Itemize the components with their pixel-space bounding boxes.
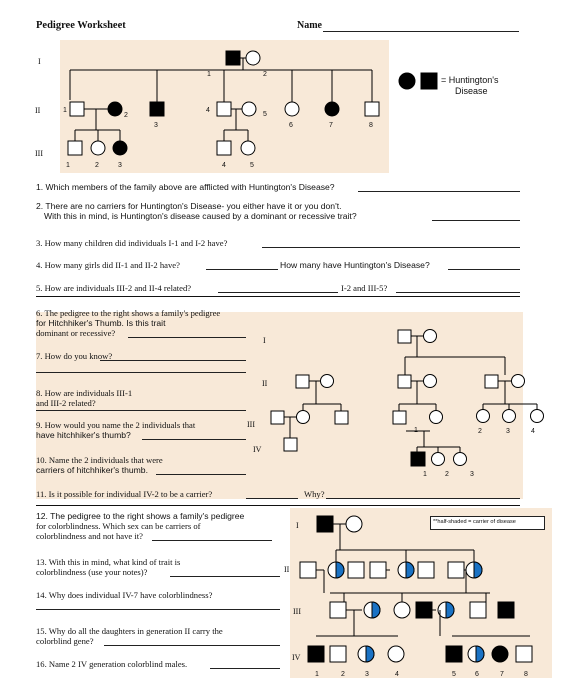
- individual-IV-1: [308, 646, 324, 662]
- individual-IV-7: [492, 646, 508, 662]
- num-III-c2: 2: [478, 428, 482, 435]
- gen-label: IV: [292, 653, 301, 662]
- question-3: 3. How many children did individuals I-1 and I-2 have?: [36, 238, 228, 248]
- num-IV-8: 8: [524, 671, 528, 678]
- gen-label: II: [35, 106, 41, 115]
- answer-line-7b[interactable]: [36, 372, 246, 373]
- answer-line-12[interactable]: [152, 540, 272, 541]
- answer-line-15[interactable]: [104, 645, 280, 646]
- num-IV-5: 5: [452, 671, 456, 678]
- answer-line-5b[interactable]: [396, 292, 520, 293]
- individual-IV-3: [432, 453, 445, 466]
- individual-II-5: [242, 102, 256, 116]
- gen-label: I: [296, 521, 299, 530]
- individual-III-7: [503, 410, 516, 423]
- num-IV-6: 6: [475, 671, 479, 678]
- answer-line-9[interactable]: [142, 439, 246, 440]
- individual-III-6: [470, 602, 486, 618]
- individual-II-2: [321, 375, 334, 388]
- gen-label: III: [35, 149, 43, 158]
- num-IV-4: 4: [395, 671, 399, 678]
- individual-II-7: [448, 562, 464, 578]
- num-II-4: 4: [206, 107, 210, 114]
- question-10b: carriers of hitchhiker's thumb.: [36, 465, 148, 475]
- question-11b: Why?: [304, 489, 325, 499]
- num-IV-1: 1: [315, 671, 319, 678]
- question-7: 7. How do you know?: [36, 351, 113, 361]
- question-12b: for colorblindness. Which sex can be carriers of: [36, 521, 201, 531]
- question-5b: I-2 and III-5?: [341, 283, 388, 293]
- num-III-c4: 4: [531, 428, 535, 435]
- question-9b: have hitchhiker's thumb?: [36, 430, 131, 440]
- answer-line-14[interactable]: [36, 609, 280, 610]
- individual-III-4: [217, 141, 231, 155]
- num-III-1: 1: [66, 162, 70, 169]
- individual-III-1: [330, 602, 346, 618]
- answer-line-2[interactable]: [432, 220, 520, 221]
- individual-III-4: [416, 602, 432, 618]
- num-IV-1: 1: [423, 471, 427, 478]
- num-III-5: 5: [250, 162, 254, 169]
- answer-line-11a[interactable]: [246, 498, 298, 499]
- individual-IV-4: [388, 646, 404, 662]
- individual-III-3: [335, 411, 348, 424]
- individual-IV-5: [446, 646, 462, 662]
- question-15b: colorblind gene?: [36, 636, 94, 646]
- num-II-1: 1: [63, 107, 67, 114]
- individual-II-4: [424, 375, 437, 388]
- question-10a: 10. Name the 2 individuals that were: [36, 455, 163, 465]
- num-II-6: 6: [289, 122, 293, 129]
- num-IV-7: 7: [500, 671, 504, 678]
- num-III-3: 3: [118, 162, 122, 169]
- question-4b: How many have Huntington's Disease?: [280, 260, 430, 270]
- individual-I-2: [346, 516, 362, 532]
- individual-III-3: [394, 602, 410, 618]
- answer-line-13[interactable]: [170, 576, 280, 577]
- answer-line-10[interactable]: [156, 474, 246, 475]
- individual-II-3: [348, 562, 364, 578]
- individual-II-6: [512, 375, 525, 388]
- individual-I-2: [246, 51, 260, 65]
- num-II-8: 8: [369, 122, 373, 129]
- name-label: Name: [297, 20, 322, 31]
- question-5a: 5. How are individuals III-2 and II-4 related?: [36, 283, 192, 293]
- individual-II-2: [108, 102, 122, 116]
- answer-line-7a[interactable]: [100, 360, 246, 361]
- num-III-c3: 3: [506, 428, 510, 435]
- individual-III-7: [498, 602, 514, 618]
- individual-III-2: [297, 411, 310, 424]
- legend-huntingtons-line1: = Huntington's: [441, 75, 499, 85]
- gen-label: IV: [253, 445, 262, 454]
- individual-IV-2: [330, 646, 346, 662]
- individual-III-5: [430, 411, 443, 424]
- individual-II-5: [485, 375, 498, 388]
- question-13a: 13. With this in mind, what kind of trait is: [36, 557, 181, 567]
- page-title: Pedigree Worksheet: [36, 20, 126, 31]
- individual-III-8: [531, 410, 544, 423]
- individual-II-4: [217, 102, 231, 116]
- legend-carrier-text: **half-shaded = carrier of disease: [433, 519, 516, 525]
- num-III-4: 4: [222, 162, 226, 169]
- num-II-5: 5: [263, 111, 267, 118]
- question-14: 14. Why does individual IV-7 have colorblindness?: [36, 590, 213, 600]
- answer-line-16[interactable]: [210, 668, 280, 669]
- individual-III-6: [477, 410, 490, 423]
- question-12c: colorblindness and not have it?: [36, 531, 143, 541]
- num-II-3: 3: [154, 122, 158, 129]
- gen-label: III: [293, 607, 301, 616]
- num-II-2: 2: [124, 112, 128, 119]
- question-2b: With this in mind, is Huntington's disease caused by a dominant or recessive trait?: [44, 211, 357, 221]
- num-IV-3: 3: [365, 671, 369, 678]
- legend-square-shaded: [421, 73, 437, 89]
- answer-line-3[interactable]: [262, 247, 520, 248]
- individual-II-7: [325, 102, 339, 116]
- pedigree-huntingtons: [0, 0, 574, 180]
- individual-I-1: [226, 51, 240, 65]
- gen-label: II: [262, 379, 268, 388]
- num-IV-3: 3: [470, 471, 474, 478]
- question-11a: 11. Is it possible for individual IV-2 to be a carrier?: [36, 489, 213, 499]
- individual-III-3: [113, 141, 127, 155]
- individual-IV-2: [411, 452, 425, 466]
- answer-line-11b[interactable]: [326, 498, 520, 499]
- question-6a: 6. The pedigree to the right shows a family's pedigree: [36, 308, 221, 318]
- individual-III-5: [241, 141, 255, 155]
- num-II-7: 7: [329, 122, 333, 129]
- question-9a: 9. How would you name the 2 individuals that: [36, 420, 196, 430]
- individual-IV-8: [516, 646, 532, 662]
- section-divider: [36, 296, 520, 297]
- num-I-2: 2: [263, 71, 267, 78]
- individual-I-2: [424, 330, 437, 343]
- gen-label: II: [284, 565, 290, 574]
- answer-line-6[interactable]: [128, 337, 246, 338]
- num-IV-2: 2: [445, 471, 449, 478]
- gen-label: I: [38, 57, 41, 66]
- question-13b: colorblindness (use your notes)?: [36, 567, 148, 577]
- individual-I-1: [398, 330, 411, 343]
- individual-III-1: [68, 141, 82, 155]
- legend-circle-shaded: [399, 73, 415, 89]
- individual-III-2: [91, 141, 105, 155]
- gen-label: I: [263, 336, 266, 345]
- num-IV-2: 2: [341, 671, 345, 678]
- question-6b: for Hitchhiker's Thumb. Is this trait: [36, 318, 166, 328]
- answer-line-1[interactable]: [358, 191, 520, 192]
- question-2a: 2. There are no carriers for Huntington's Disease- you either have it or you don't.: [36, 201, 342, 211]
- individual-IV-1: [284, 438, 297, 451]
- num-III-2: 2: [95, 162, 99, 169]
- question-6c: dominant or recessive?: [36, 328, 116, 338]
- num-I-1: 1: [207, 71, 211, 78]
- answer-line-8[interactable]: [36, 410, 246, 411]
- individual-II-8: [365, 102, 379, 116]
- individual-II-1: [300, 562, 316, 578]
- question-8a: 8. How are individuals III-1: [36, 388, 133, 398]
- individual-II-6: [418, 562, 434, 578]
- legend-huntingtons-line2: Disease: [455, 86, 488, 96]
- question-1: 1. Which members of the family above are afflicted with Huntington's Disease?: [36, 182, 335, 192]
- individual-II-3: [398, 375, 411, 388]
- answer-line-5a[interactable]: [218, 292, 338, 293]
- individual-II-3: [150, 102, 164, 116]
- individual-IV-4: [454, 453, 467, 466]
- individual-II-1: [296, 375, 309, 388]
- question-12a: 12. The pedigree to the right shows a family's pedigree: [36, 511, 245, 521]
- num-III-c1: 1: [414, 427, 418, 434]
- question-15a: 15. Why do all the daughters in generation II carry the: [36, 626, 223, 636]
- individual-III-1: [271, 411, 284, 424]
- individual-II-1: [70, 102, 84, 116]
- question-16: 16. Name 2 IV generation colorblind males.: [36, 659, 188, 669]
- gen-label: III: [247, 420, 255, 429]
- individual-II-4: [370, 562, 386, 578]
- answer-line-4a[interactable]: [206, 269, 278, 270]
- question-4a: 4. How many girls did II-1 and II-2 have?: [36, 260, 180, 270]
- answer-line-4b[interactable]: [448, 269, 520, 270]
- individual-III-4: [393, 411, 406, 424]
- individual-II-6: [285, 102, 299, 116]
- question-8b: and III-2 related?: [36, 398, 96, 408]
- individual-I-1: [317, 516, 333, 532]
